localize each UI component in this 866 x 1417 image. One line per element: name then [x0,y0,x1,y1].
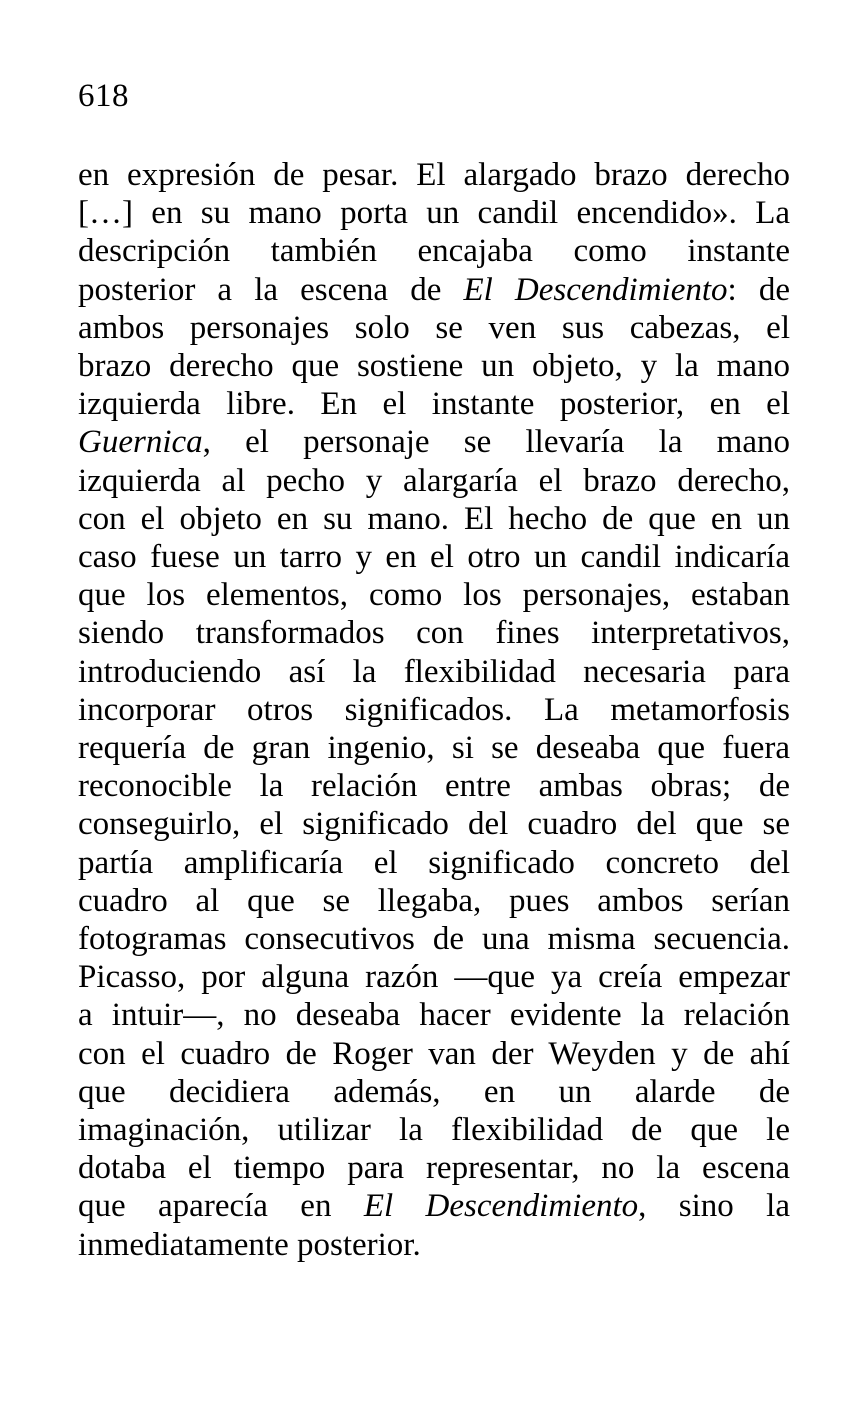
text-line [78,1226,790,1264]
text-line [78,844,790,882]
text-line [78,1073,790,1111]
text-line [78,653,790,691]
text-segment: , el personaje se llevaría la mano [202,424,790,461]
italic-text-segment: El Descendimiento [363,1188,639,1225]
text-segment: que los elementos, como los personajes, estaban [78,577,790,614]
text-segment: partía amplificaría el significado concreto del [78,844,790,881]
text-line [78,882,790,920]
text-segment: Picasso, por alguna razón —que ya creía empezar [78,959,790,996]
text-line [78,423,790,461]
text-segment: […] en su mano porta un candil encendido». La [78,195,790,232]
page-number: 618 [78,78,129,114]
text-line [78,347,790,385]
text-segment: con el objeto en su mano. El hecho de que en un [78,500,790,537]
text-line [78,805,790,843]
text-segment: que aparecía en [78,1188,364,1225]
text-segment: con el cuadro de Roger van der Weyden y de ahí [78,1035,790,1072]
text-segment: requería de gran ingenio, si se deseaba que fuera [78,730,790,767]
text-line [78,194,790,232]
text-line [78,767,790,805]
italic-text-segment: El Descendimiento [463,271,728,308]
text-line [78,691,790,729]
text-line [78,500,790,538]
text-segment: posterior a la escena de [78,271,464,308]
text-segment: imaginación, utilizar la flexibilidad de que le [78,1112,790,1149]
text-line [78,576,790,614]
text-segment: que decidiera además, en un alarde de [78,1073,790,1110]
text-segment: siendo transformados con fines interpretativos, [78,615,790,652]
text-line [78,1149,790,1187]
text-line [78,729,790,767]
text-line [78,271,790,309]
text-segment: cuadro al que se llegaba, pues ambos serían [78,882,790,919]
text-line [78,1111,790,1149]
text-segment: fotogramas consecutivos de una misma secuencia. [78,921,790,958]
text-line [78,920,790,958]
body-text [78,156,790,1264]
text-line [78,538,790,576]
text-segment: descripción también encajaba como instante [78,233,790,270]
text-segment: inmediatamente posterior. [78,1226,421,1263]
text-line [78,462,790,500]
text-line [78,1035,790,1073]
text-segment: izquierda al pecho y alargaría el brazo derecho, [78,462,790,499]
text-line [78,385,790,423]
text-segment: , sino la [638,1188,790,1225]
text-segment: en expresión de pesar. El alargado brazo derecho [78,157,790,193]
text-segment: incorporar otros significados. La metamorfosis [78,691,790,728]
text-segment: izquierda libre. En el instante posterior, en el [78,386,790,423]
text-line [78,232,790,270]
text-segment: a intuir—, no deseaba hacer evidente la relación [78,997,790,1034]
text-line [78,156,790,194]
text-line [78,996,790,1034]
text-line [78,309,790,347]
text-line [78,1187,790,1225]
italic-text-segment: Guernica [78,424,203,461]
text-line [78,958,790,996]
text-segment: introduciendo así la flexibilidad necesaria para [78,653,790,690]
text-segment: ambos personajes solo se ven sus cabezas, el [78,309,790,346]
text-segment: reconocible la relación entre ambas obras; de [78,768,790,805]
text-segment: caso fuese un tarro y en el otro un candil indicaría [78,539,790,576]
text-line [78,614,790,652]
text-segment: : de [727,271,790,308]
text-segment: dotaba el tiempo para representar, no la escena [78,1150,790,1187]
text-segment: brazo derecho que sostiene un objeto, y la mano [78,348,790,385]
text-segment: conseguirlo, el significado del cuadro del que se [78,806,790,843]
